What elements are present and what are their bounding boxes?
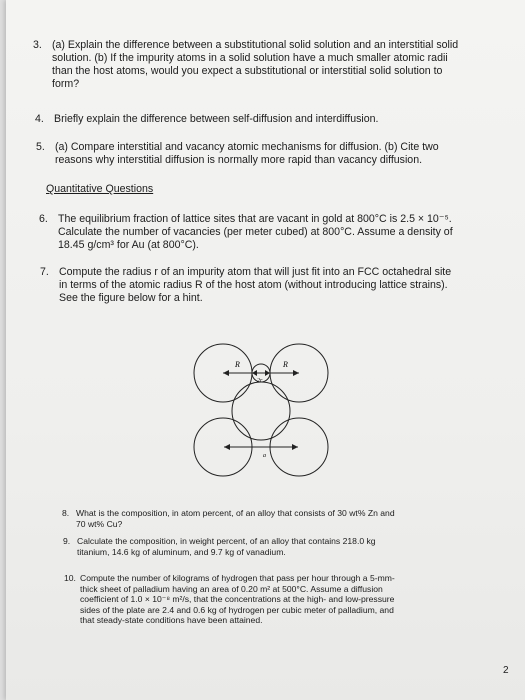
question-line: See the figure below for a hint. (59, 292, 203, 304)
question-line: than the host atoms, would you expect a substitutional or interstitial solid solution to (52, 65, 443, 77)
label-R-right: R (283, 360, 288, 369)
question-number: 10. (64, 573, 76, 583)
arrow-head (223, 370, 229, 376)
question-line: What is the composition, in atom percent, of an alloy that consists of 30 wt% Zn and (76, 508, 395, 518)
page-number: 2 (503, 665, 509, 676)
question-line: Calculate the number of vacancies (per meter cubed) at 800°C. Assume a density of (58, 226, 453, 238)
host-atom-middle (232, 382, 290, 440)
question-line: that steady-state conditions have been attained. (80, 615, 263, 626)
question-line: Briefly explain the difference between self-diffusion and interdiffusion. (54, 113, 379, 125)
question-number: 8. (62, 508, 70, 518)
question-line: titanium, 14.6 kg of aluminum, and 9.7 kg of vanadium. (77, 546, 286, 557)
arrow-head (293, 370, 299, 376)
arrow-head (292, 444, 298, 450)
question-line: coefficient of 1.0 × 10⁻⁸ m²/s, that the concentrations at the high- and low-pressure (80, 594, 395, 605)
question-line: solution. (b) If the impurity atoms in a solid solution have a much smaller atomic radii (52, 52, 448, 64)
worksheet-page (6, 0, 525, 700)
question-number: 6. (39, 213, 48, 225)
arrow-head (224, 444, 230, 450)
label-R-left: R (235, 360, 240, 369)
question-line: reasons why interstitial diffusion is normally more rapid than vacancy diffusion. (55, 154, 423, 166)
question-line: thick sheet of palladium having an area of 0.20 m² at 500°C. Assume a diffusion (80, 583, 383, 594)
question-line: Compute the radius r of an impurity atom that will just fit into an FCC octahedral site (59, 266, 452, 278)
question-line: Compute the number of kilograms of hydrogen that pass per hour through a 5-mm- (80, 573, 395, 583)
question-number: 4. (35, 113, 44, 125)
question-number: 9. (63, 536, 71, 546)
question-number: 3. (33, 39, 42, 51)
question-number: 5. (36, 141, 45, 153)
question-line: 70 wt% Cu? (76, 518, 123, 529)
question-number: 7. (40, 266, 49, 278)
question-line: (a) Compare interstitial and vacancy atomic mechanisms for diffusion. (b) Cite two (55, 141, 439, 153)
section-heading: Quantitative Questions (46, 183, 154, 195)
question-line: form? (52, 78, 80, 90)
question-line: The equilibrium fraction of lattice sites that are vacant in gold at 800°C is 2.5 × 10⁻⁵. (58, 213, 452, 225)
question-line: in terms of the atomic radius R of the host atom (without introducing lattice strains). (59, 279, 448, 291)
question-line: Calculate the composition, in weight percent, of an alloy that contains 218.0 kg (77, 536, 376, 546)
label-2r: 2r (257, 378, 263, 384)
question-line: sides of the plate are 2.4 and 0.6 kg of hydrogen per cubic meter of palladium, and (80, 604, 394, 615)
question-line: 18.45 g/cm³ for Au (at 800°C). (58, 239, 199, 251)
label-a: a (263, 453, 266, 459)
octahedral-site-figure (191, 340, 341, 485)
question-line: (a) Explain the difference between a substitutional solid solution and an interstitial solid (52, 39, 459, 51)
